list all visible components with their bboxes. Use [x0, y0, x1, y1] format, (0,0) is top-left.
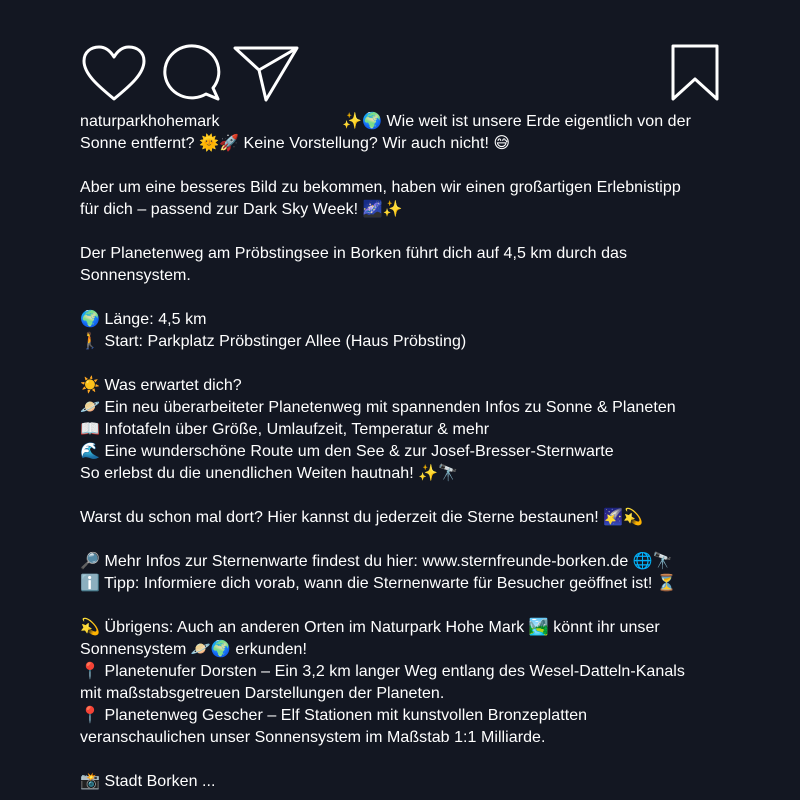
caption-line: 📖 Infotafeln über Größe, Umlaufzeit, Temperatur & mehr	[80, 421, 490, 438]
caption-line: Sonnensystem 🪐🌍 erkunden!	[80, 641, 307, 658]
caption-line	[80, 595, 725, 617]
caption-line: für dich – passend zur Dark Sky Week! 🌌✨	[80, 201, 403, 218]
caption-line: 📸 Stadt Borken ...	[80, 773, 216, 790]
caption-line	[80, 749, 725, 771]
post-action-bar	[81, 44, 720, 102]
comment-bubble-icon[interactable]	[161, 44, 221, 102]
caption-line: 🪐 Ein neu überarbeiteter Planetenweg mit spannenden Infos zu Sonne & Planeten	[80, 399, 676, 416]
caption-line: veranschaulichen unser Sonnensystem im Maßstab 1:1 Milliarde.	[80, 729, 546, 746]
caption-line	[80, 287, 725, 309]
caption-line: So erlebst du die unendlichen Weiten hautnah! ✨🔭	[80, 465, 459, 482]
caption-text: ✨🌍 Wie weit ist unsere Erde eigentlich von der	[342, 113, 691, 130]
caption-line: 📍 Planetenufer Dorsten – Ein 3,2 km langer Weg entlang des Wesel-Datteln-Kanals	[80, 663, 685, 680]
caption-line: 📍 Planetenweg Gescher – Elf Stationen mit kunstvollen Bronzeplatten	[80, 707, 588, 724]
caption-line: 💫 Übrigens: Auch an anderen Orten im Naturpark Hohe Mark 🏞️ könnt ihr unser	[80, 619, 660, 636]
caption-first-line	[80, 111, 725, 133]
bookmark-icon[interactable]	[670, 44, 720, 102]
caption-line: ℹ️ Tipp: Informiere dich vorab, wann die Sternenwarte für Besucher geöffnet ist! ⏳	[80, 575, 677, 592]
paper-plane-icon[interactable]	[232, 44, 300, 102]
caption-line: 🌍 Länge: 4,5 km	[80, 311, 207, 328]
heart-icon[interactable]	[81, 44, 147, 102]
caption-line	[80, 353, 725, 375]
caption-line: 🔎 Mehr Infos zur Sternenwarte findest du hier: www.sternfreunde-borken.de 🌐🔭	[80, 553, 673, 570]
caption-line	[80, 155, 725, 177]
caption-line: Der Planetenweg am Pröbstingsee in Borken führt dich auf 4,5 km durch das	[80, 245, 628, 262]
caption-line: ☀️ Was erwartet dich?	[80, 377, 242, 394]
caption-line: Sonnensystem.	[80, 267, 191, 284]
caption-line: Sonne entfernt? 🌞🚀 Keine Vorstellung? Wir auch nicht! 😅	[80, 135, 511, 152]
username[interactable]: naturparkhohemark	[80, 113, 220, 130]
caption-line: mit maßstabsgetreuen Darstellungen der Planeten.	[80, 685, 445, 702]
post-caption	[80, 111, 725, 793]
caption-line: Aber um eine besseres Bild zu bekommen, haben wir einen großartigen Erlebnistipp	[80, 179, 681, 196]
caption-line	[80, 221, 725, 243]
caption-line	[80, 529, 725, 551]
caption-line: Warst du schon mal dort? Hier kannst du jederzeit die Sterne bestaunen! 🌠💫	[80, 509, 644, 526]
caption-line: 🌊 Eine wunderschöne Route um den See & zur Josef-Bresser-Sternwarte	[80, 443, 614, 460]
caption-line	[80, 485, 725, 507]
caption-line: 🚶 Start: Parkplatz Pröbstinger Allee (Haus Pröbsting)	[80, 333, 467, 350]
